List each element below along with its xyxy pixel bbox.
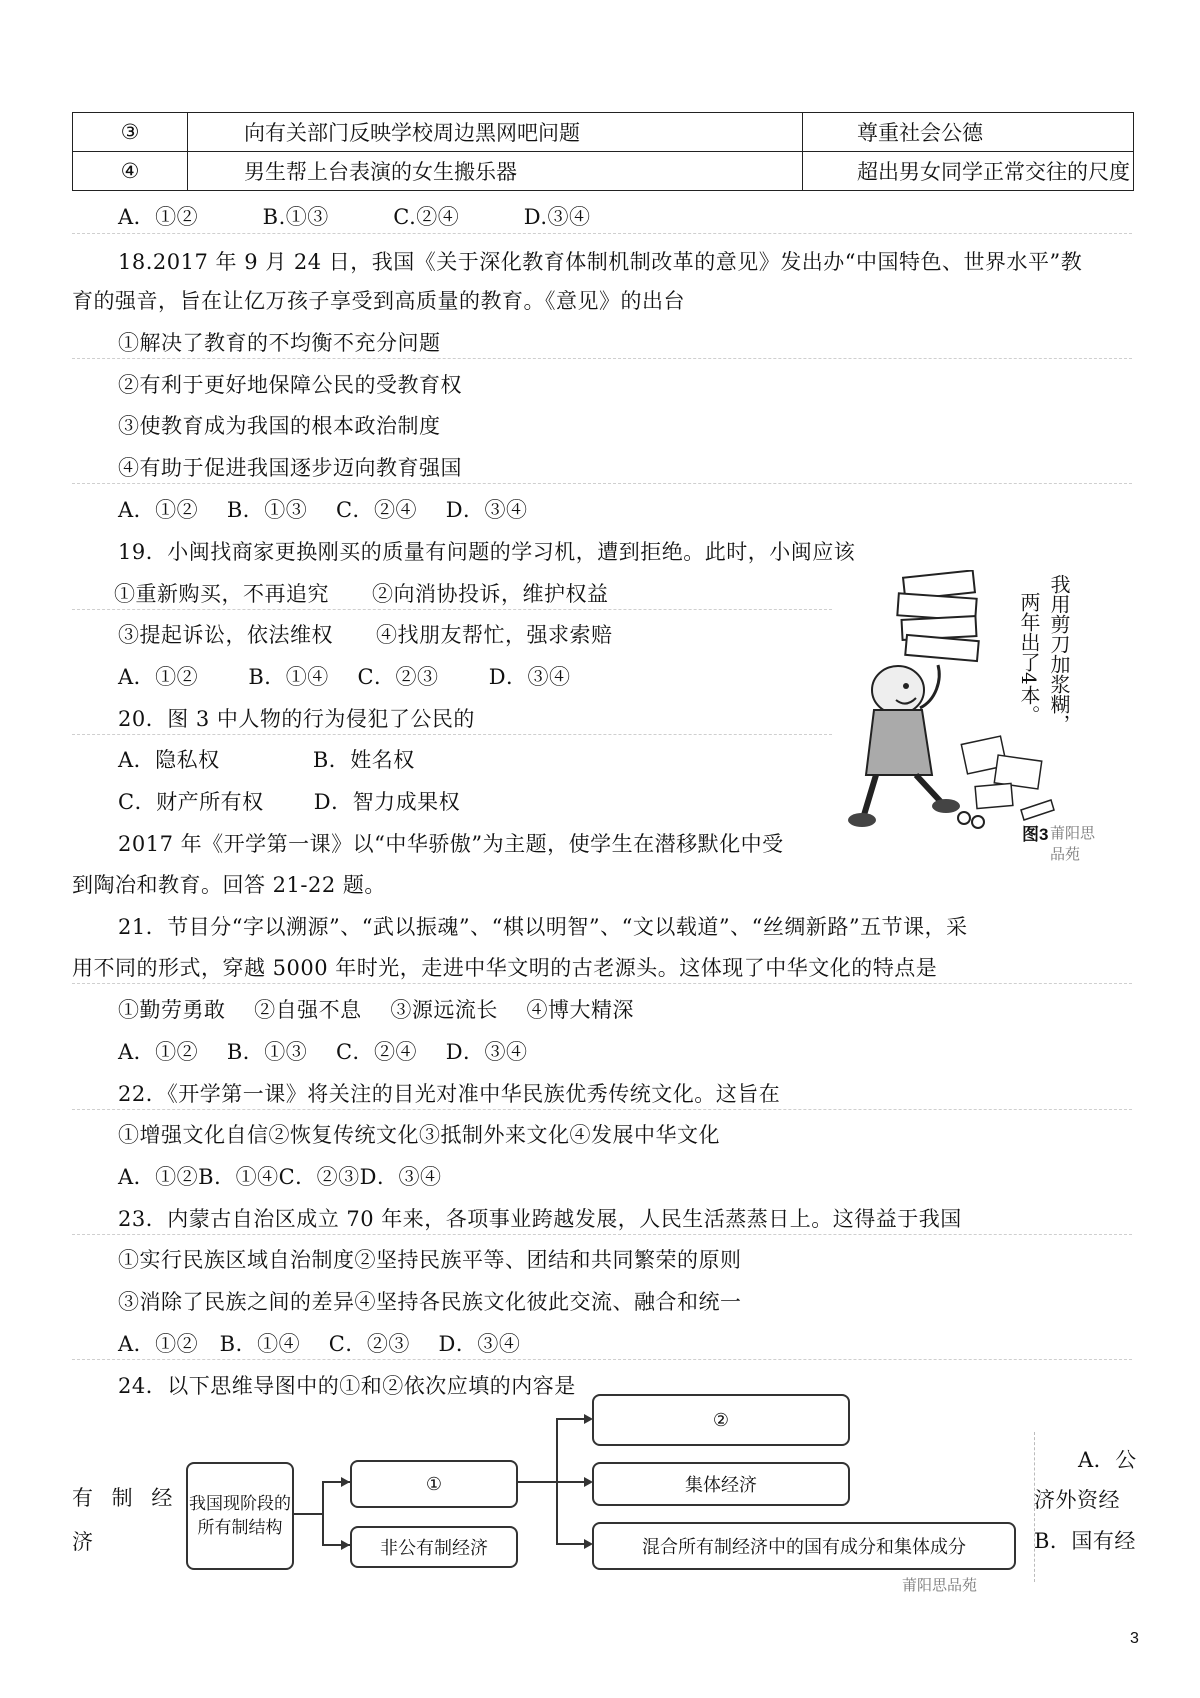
intro-line1: 2017 年《开学第一课》以“中华骄傲”为主题，使学生在潜移默化中受	[118, 832, 784, 856]
connector	[556, 1543, 584, 1545]
divider	[72, 1359, 1132, 1360]
arrow-icon	[341, 1540, 350, 1550]
mind-map-sub-3: 混合所有制经济中的国有成分和集体成分	[592, 1522, 1016, 1570]
q19-items-line1: ①重新购买，不再追究 ②向消协投诉，维护权益	[114, 582, 609, 606]
connector	[556, 1418, 584, 1420]
connector	[292, 1513, 322, 1515]
q18-item: ①解决了教育的不均衡不充分问题	[118, 331, 441, 355]
q20-options-line1: A．隐私权 B．姓名权	[118, 748, 415, 772]
q17-options: A．①② B.①③ C.②④ D.③④	[118, 205, 591, 229]
divider	[72, 983, 1132, 984]
behavior-table	[72, 112, 1134, 191]
q24-right-text-line1: A．公	[1078, 1448, 1137, 1472]
q23-stem: 23．内蒙古自治区成立 70 年来，各项事业跨越发展，人民生活蒸蒸日上。这得益于我国	[118, 1207, 962, 1231]
mind-map-root: 我国现阶段的所有制结构	[186, 1462, 294, 1570]
row-evaluation: 超出男女同学正常交往的尺度	[803, 152, 1134, 191]
table-row	[73, 113, 1134, 152]
row-evaluation: 尊重社会公德	[803, 113, 1134, 152]
watermark: 莆阳思品苑	[1050, 825, 1096, 863]
connector	[516, 1481, 556, 1483]
row-behavior: 男生帮上台表演的女生搬乐器	[188, 152, 803, 191]
divider	[72, 358, 1132, 359]
row-number: ③	[73, 113, 188, 152]
q19-stem: 19．小闽找商家更换刚买的质量有问题的学习机，遭到拒绝。此时，小闽应该	[118, 540, 856, 564]
q22-options: A．①②B．①④C．②③D．③④	[118, 1165, 442, 1189]
row-number: ④	[73, 152, 188, 191]
mind-map-branch-2: 非公有制经济	[350, 1526, 518, 1568]
q19-options: A．①② B．①④ C．②③ D．③④	[118, 665, 571, 689]
q24-right-text-line3: B．国有经	[1034, 1529, 1136, 1553]
q18-options: A．①② B．①③ C．②④ D．③④	[118, 498, 528, 522]
divider	[72, 734, 832, 735]
q23-options: A．①② B．①④ C．②③ D．③④	[118, 1332, 521, 1356]
divider	[72, 609, 832, 610]
intro-line2: 到陶冶和教育。回答 21-22 题。	[72, 873, 386, 897]
q22-stem: 22．《开学第一课》将关注的目光对准中华民族优秀传统文化。这旨在	[118, 1082, 781, 1106]
page-number: 3	[1130, 1630, 1139, 1647]
q18-item: ③使教育成为我国的根本政治制度	[118, 414, 441, 438]
divider	[72, 1109, 1132, 1110]
q20-stem: 20．图 3 中人物的行为侵犯了公民的	[118, 707, 475, 731]
q24-stem: 24．以下思维导图中的①和②依次应填的内容是	[118, 1374, 576, 1398]
mind-map-branch-1: ①	[350, 1460, 518, 1508]
table-row	[73, 152, 1134, 191]
figure-caption: 图3	[1022, 825, 1049, 844]
connector	[556, 1481, 584, 1483]
q21-stem-line1: 21．节目分“字以溯源”、“武以振魂”、“棋以明智”、“文以载道”、“丝绸新路”五节课，采	[118, 915, 968, 939]
q21-options: A．①② B．①③ C．②④ D．③④	[118, 1040, 528, 1064]
q23-items-line1: ①实行民族区域自治制度②坚持民族平等、团结和共同繁荣的原则	[118, 1248, 742, 1272]
q21-items: ①勤劳勇敢 ②自强不息 ③源远流长 ④博大精深	[118, 998, 635, 1022]
watermark: 莆阳思品苑	[902, 1577, 978, 1594]
divider	[72, 483, 1132, 484]
speech-text-2: 两年出了4本。	[1017, 592, 1041, 725]
q24-left-text-line1: 有 制 经	[72, 1486, 179, 1510]
q24-right-text-line2: 济外资经	[1034, 1488, 1120, 1512]
q22-items: ①增强文化自信②恢复传统文化③抵制外来文化④发展中华文化	[118, 1123, 720, 1147]
speech-text-1: 我用剪刀加浆糊，	[1047, 574, 1071, 734]
mind-map-sub-2: 集体经济	[592, 1462, 850, 1506]
q21-stem-line2: 用不同的形式，穿越 5000 年时光，走进中华文明的古老源头。这体现了中华文化的特点是	[72, 956, 938, 980]
divider	[72, 1234, 1132, 1235]
q20-options-line2: C．财产所有权 D．智力成果权	[118, 790, 461, 814]
q18-item: ②有利于更好地保障公民的受教育权	[118, 373, 462, 397]
q18-item: ④有助于促进我国逐步迈向教育强国	[118, 456, 462, 480]
q24-left-text-line2: 济	[72, 1530, 94, 1554]
q18-stem-line1: 18.2017 年 9 月 24 日，我国《关于深化教育体制机制改革的意见》发出办“中国特色、世界水平”教	[118, 250, 1083, 274]
q18-stem-line2: 育的强音，旨在让亿万孩子享受到高质量的教育。《意见》的出台	[72, 289, 685, 313]
figure-3-cartoon	[846, 570, 1106, 863]
row-behavior: 向有关部门反映学校周边黑网吧问题	[188, 113, 803, 152]
q23-items-line2: ③消除了民族之间的差异④坚持各民族文化彼此交流、融合和统一	[118, 1290, 742, 1314]
q19-items-line2: ③提起诉讼，依法维权 ④找朋友帮忙，强求索赔	[118, 623, 613, 647]
connector	[322, 1481, 324, 1545]
mind-map-sub-1: ②	[592, 1394, 850, 1446]
divider	[72, 233, 1132, 234]
arrow-icon	[341, 1477, 350, 1487]
